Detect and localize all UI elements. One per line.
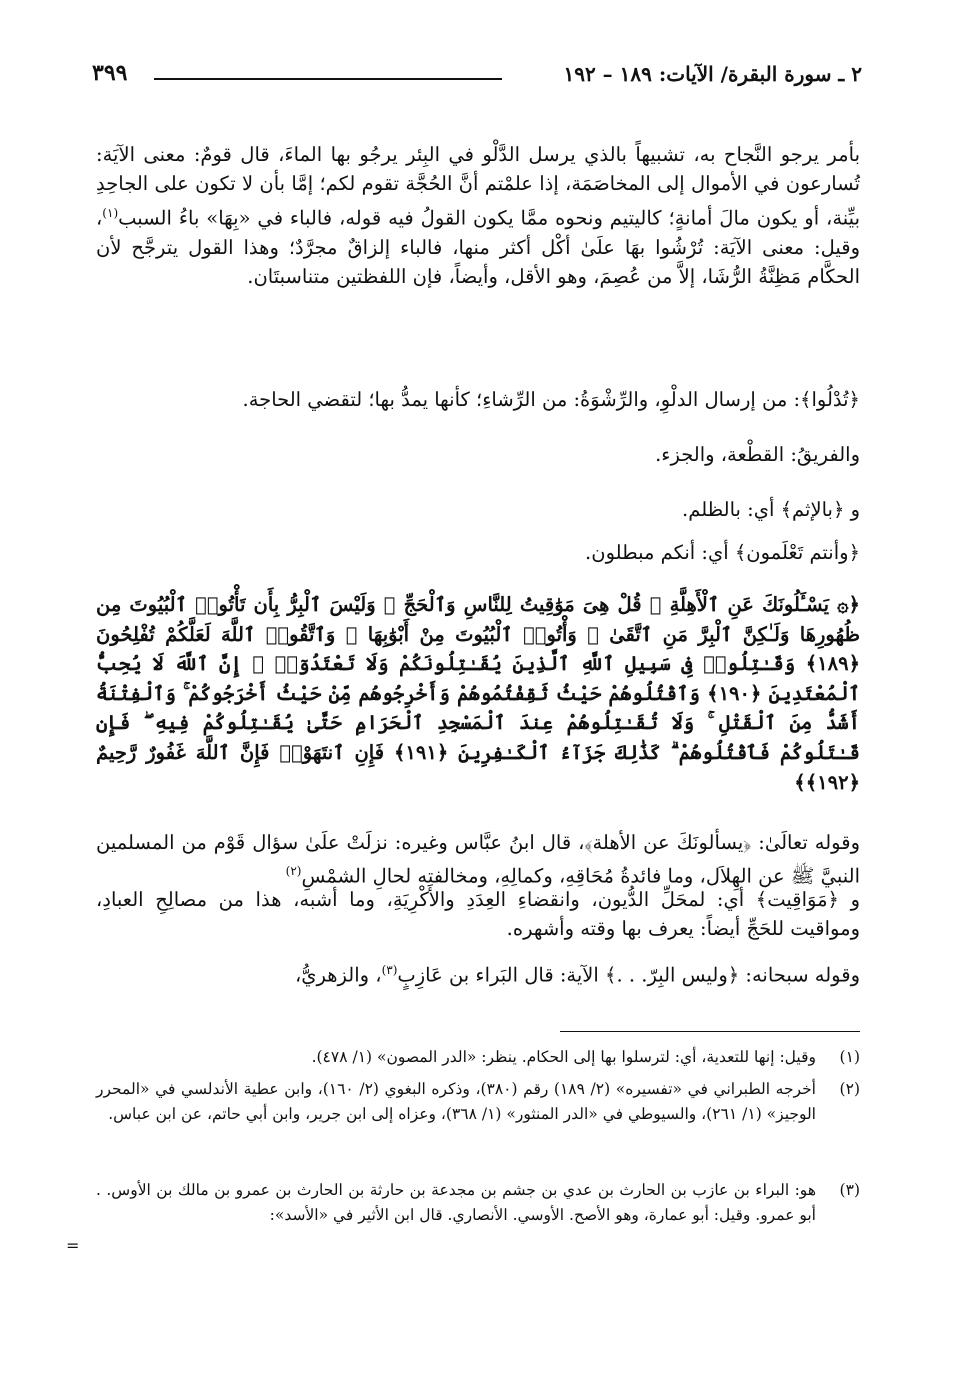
gloss-fariq: والفريقُ: القطْعة، والجزء.: [655, 443, 860, 466]
page-number: ٣٩٩: [92, 60, 128, 86]
gloss-tudlu: ﴿تُدْلُوا﴾: من إرسال الدلْوِ، والرِّشْوَةُ: من الرِّشاءِ؛ كأنها يمدُّ بها؛ لتقضي الحاجة.: [242, 388, 860, 411]
footnote-3: [96, 1178, 860, 1227]
gloss-talamun: ﴿وأنتم تَعْلَمون﴾ أي: أنكم مبطلون.: [585, 541, 860, 564]
footnote-3-text: هو: البراء بن عازب بن الحارث بن عدي بن جشم بن مجدعة بن حارثة بن الحارث بن عمرو بن مالك بن الأوس. . أبو عمرو. وقيل: أبو عمارة، وهو الأصح. الأوسي. الأنصاري. قال ابن الأثير في «الأسد»:: [96, 1181, 816, 1224]
footnote-2-number: (٢): [839, 1080, 860, 1098]
commentary-mawaqit: [96, 885, 860, 944]
footnote-2: [96, 1077, 860, 1126]
footnote-1-number: (١): [839, 1048, 860, 1066]
running-header: [92, 58, 862, 98]
footnote-ref-3[interactable]: (٣): [381, 963, 398, 977]
commentary-birr-cont: ، والزهريُّ،: [294, 963, 382, 987]
intro-paragraph: [96, 140, 860, 292]
running-title: ٢ ـ سورة البقرة/ الآيات: ١٨٩ – ١٩٢: [563, 62, 862, 86]
commentary-birr-text: وقوله سبحانه: ﴿وليس البِرّ. . .﴾ الآية: قال البَراء بن عَازِبٍ: [397, 963, 860, 987]
header-rule: [154, 78, 502, 80]
commentary-mawaqit-text: و ﴿مَوَاقِيت﴾ أي: لمحَلِّ الدُّيون، وانقضاءِ العِدَدِ والأَكْرِيَةِ، وما أشبه، هذا من مصالِحِ العبادِ، ومواقيت للحَجِّ أيضاً: يعرف بها وقته وأشهره.: [96, 888, 860, 941]
commentary-birr: [96, 956, 860, 990]
commentary-ahilla: [96, 828, 860, 891]
quran-verses: ﴿۞ يَسْـَٔلُونَكَ عَنِ ٱلْأَهِلَّةِ ۖ قُلْ هِىَ مَوَٰقِيتُ لِلنَّاسِ وَٱلْحَجِّ ۗ وَلَيْسَ ٱلْبِرُّ بِأَن تَأْتُوا۟ ٱلْبُيُوتَ مِن ظُهُورِهَا وَلَـٰكِنَّ ٱلْبِرَّ مَنِ ٱتَّقَىٰ ۗ وَأْتُوا۟ ٱلْبُيُوتَ مِنْ أَبْوَٰبِهَا ۚ وَٱتَّقُوا۟ ٱللَّهَ لَعَلَّكُمْ تُفْلِحُونَ ﴿١٨٩﴾ وَقَـٰتِلُوا۟ فِى سَبِيلِ ٱللَّهِ ٱلَّذِينَ يُقَـٰتِلُونَكُمْ وَلَا تَعْتَدُوٓا۟ ۚ إِنَّ ٱللَّهَ لَا يُحِبُّ ٱلْمُعْتَدِينَ ﴿١٩٠﴾ وَٱقْتُلُوهُمْ حَيْثُ ثَقِفْتُمُوهُمْ وَأَخْرِجُوهُم مِّنْ حَيْثُ أَخْرَجُوكُمْ ۚ وَٱلْفِتْنَةُ أَشَدُّ مِنَ ٱلْقَتْلِ ۚ وَلَا تُقَـٰتِلُوهُمْ عِندَ ٱلْمَسْجِدِ ٱلْحَرَامِ حَتَّىٰ يُقَـٰتِلُوكُمْ فِيهِ ۖ فَإِن قَـٰتَلُوكُمْ فَٱقْتُلُوهُمْ ۗ كَذَٰلِكَ جَزَآءُ ٱلْكَـٰفِرِينَ ﴿١٩١﴾ فَإِنِ ٱنتَهَوْا۟ فَإِنَّ ٱللَّهَ غَفُورٌ رَّحِيمٌ ﴿١٩٢﴾﴾: [96, 593, 860, 794]
continuation-mark: =: [66, 1236, 80, 1255]
gloss-ithm: و ﴿بالإثم﴾ أي: بالظلم.: [682, 498, 860, 521]
footnote-1: [96, 1045, 860, 1070]
intro-text-cont: ، وقيل: معنى الآيَة: تُرْشُوا بهَا علَىٰ أكْل أكثر منها، فالباء إلزاقٌ مجرَّدٌ؛ وهذا القول يترجَّح لأن الحكَّام مَظِنَّةُ الرُّشَا، إلاَّ من عُصِمَ، وهو الأقل، وأيضاً، فإن اللفظتين متناسبتَان.: [96, 206, 860, 289]
footnote-ref-1[interactable]: (١): [102, 205, 119, 220]
intro-text: بأمر يرجو النَّجاح به، تشبيهاً بالذي يرسل الدَّلْو في البِئر يرجُو بها الماءَ، قال قومٌ: معنى الآيَة: تُسارعون في الأموال إلى المخاصَمَة، إذا علمْتم أنَّ الحُجَّة تقوم لكم؛ إمَّا بأن لا تكون على الجاحِدِ بيِّنة، أو يكون مالَ أمانةٍ؛ كاليتيم ونحوه ممَّا يكون القولُ فيه قوله، فالباء في «بِهَا» باءُ السبب: [96, 143, 860, 230]
commentary-ahilla-text: وقوله تعالَىٰ: ﴿يسألونَكَ عن الأهلة﴾، قال ابنُ عبَّاس وغيره: نزلَتْ علَىٰ سؤال قَوْم من المسلمين النبيَّ ﷺ عن الهِلاَل، وما فائدةُ مُحَاقِهِ، وكمالِهِ، ومخالفته لحالِ الشمْسِ: [96, 831, 860, 888]
footnote-1-text: وقيل: إنها للتعدية، أي: لترسلوا بها إلى الحكام. ينظر: «الدر المصون» (١/ ٤٧٨).: [311, 1048, 816, 1066]
footnote-ref-2[interactable]: (٢): [285, 864, 302, 879]
footnote-separator: [560, 1031, 860, 1032]
footnote-3-number: (٣): [839, 1181, 860, 1199]
footnote-2-text: أخرجه الطبراني في «تفسيره» (٢/ ١٨٩) رقم (٣٨٠)، وذكره البغوي (٢/ ١٦٠)، وابن عطية الأندلسي في «المحرر الوجيز» (١/ ٢٦١)، والسيوطي في «الدر المنثور» (١/ ٣٦٨)، وعزاه إلى ابن جرير، وابن أبي حاتم، عن ابن عباس.: [96, 1080, 816, 1123]
